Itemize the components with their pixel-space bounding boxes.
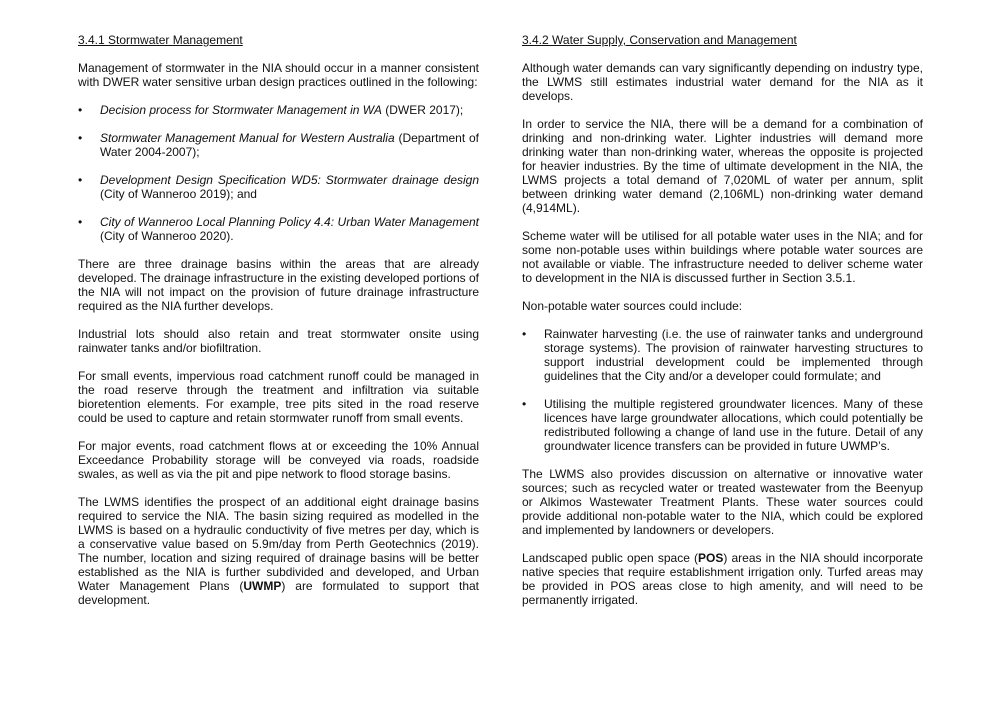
alternative-sources-paragraph: The LWMS also provides discussion on alternative or innovative water sources; such as recycled water or treated wastewater from the Beenyup or Alkimos Wastewater Treatment Plants. These water sources could provide additional non-potable water to the NIA, which could be explored and implemented by landowners or developers. (522, 467, 923, 537)
reference-title: Decision process for Stormwater Management in WA (100, 103, 382, 117)
public-open-space-paragraph (522, 551, 923, 607)
lwms-text-end: ) are formulated to support that development. (78, 579, 479, 607)
bullet-icon: • (78, 131, 83, 145)
water-source-item (522, 397, 923, 453)
reference-title: City of Wanneroo Local Planning Policy 4.4: Urban Water Management (100, 215, 479, 229)
reference-item (78, 173, 479, 201)
pos-text-end: ) areas in the NIA should incorporate native species that require establishment irrigation only. Turfed areas may be provided in POS areas close to high amenity, and will need to be permanently irrigated. (522, 551, 923, 607)
reference-source: (City of Wanneroo 2019); and (100, 187, 257, 201)
bullet-icon: • (522, 327, 527, 341)
water-source-item (522, 327, 923, 383)
reference-list (78, 103, 479, 243)
water-demand-paragraph: Although water demands can vary significantly depending on industry type, the LWMS still estimates industrial water demand for the NIA as it develops. (522, 61, 923, 103)
lwms-text-start: The LWMS identifies the prospect of an additional eight drainage basins required to service the NIA. The basin sizing required as modelled in the LWMS is based on a hydraulic conductivity of five metres per day, which is a conservative value based on 5.9m/day from Perth Geotechnics (2019). The number, location and sizing required of drainage basins will be better established as the NIA is further subdivided and developed, and Urban Water Management Plans ( (78, 495, 479, 593)
lwms-basins-paragraph (78, 495, 479, 607)
reference-title: Development Design Specification WD5: Stormwater drainage design (100, 173, 479, 187)
reference-source: (City of Wanneroo 2020). (100, 229, 234, 243)
pos-abbreviation: POS (698, 551, 724, 565)
uwmp-abbreviation: UWMP (243, 579, 282, 593)
scheme-water-paragraph: Scheme water will be utilised for all potable water uses in the NIA; and for some non-potable uses within buildings where potable water sources are not available or viable. The infrastructure needed to deliver scheme water to development in the NIA is discussed further in Section 3.5.1. (522, 229, 923, 285)
reference-item (78, 103, 479, 117)
section-heading-water-supply: 3.4.2 Water Supply, Conservation and Management (522, 33, 797, 47)
small-events-paragraph: For small events, impervious road catchment runoff could be managed in the road reserve through the treatment and infiltration via suitable bioretention elements. For example, tree pits sited in the road reserve could be used to capture and retain stormwater runoff from small events. (78, 369, 479, 425)
reference-item (78, 215, 479, 243)
reference-source: (Department of Water 2004-2007); (100, 131, 479, 159)
stormwater-intro-paragraph: Management of stormwater in the NIA should occur in a manner consistent with DWER water sensitive urban design practices outlined in the following: (78, 61, 479, 89)
water-source-text: Rainwater harvesting (i.e. the use of rainwater tanks and underground storage systems). The provision of rainwater harvesting structures to support industrial development could be implemented through guidelines that the City and/or a developer could formulate; and (544, 327, 923, 383)
pos-text-start: Landscaped public open space ( (522, 551, 699, 565)
reference-source: (DWER 2017); (381, 103, 464, 117)
right-column (522, 33, 923, 621)
reference-item (78, 131, 479, 159)
drainage-basins-paragraph: There are three drainage basins within the areas that are already developed. The drainage infrastructure in the existing developed portions of the NIA will not impact on the provision of future drainage infrastructure required as the NIA further develops. (78, 257, 479, 313)
bullet-icon: • (78, 215, 83, 229)
bullet-icon: • (522, 397, 527, 411)
bullet-icon: • (78, 173, 83, 187)
section-heading-stormwater: 3.4.1 Stormwater Management (78, 33, 243, 47)
water-source-list (522, 327, 923, 453)
left-column (78, 33, 479, 621)
water-source-text: Utilising the multiple registered groundwater licences. Many of these licences have large groundwater allocations, which could potentially be redistributed following a change of land use in the future. Detail of any groundwater licence transfers can be provided in future UWMP’s. (544, 397, 923, 453)
bullet-icon: • (78, 103, 83, 117)
industrial-lots-paragraph: Industrial lots should also retain and treat stormwater onsite using rainwater tanks and/or biofiltration. (78, 327, 479, 355)
reference-title: Stormwater Management Manual for Western Australia (100, 131, 395, 145)
major-events-paragraph: For major events, road catchment flows at or exceeding the 10% Annual Exceedance Probability storage will be conveyed via roads, roadside swales, as well as via the pit and pipe network to flood storage basins. (78, 439, 479, 481)
service-demand-paragraph: In order to service the NIA, there will be a demand for a combination of drinking and non-drinking water. Lighter industries will demand more drinking water than non-drinking water, whereas the opposite is projected for heavier industries. By the time of ultimate development in the NIA, the LWMS projects a total demand of 7,020ML of water per annum, split between drinking water demand (2,106ML) non-drinking water demand (4,914ML). (522, 117, 923, 215)
non-potable-intro-paragraph: Non-potable water sources could include: (522, 299, 743, 313)
